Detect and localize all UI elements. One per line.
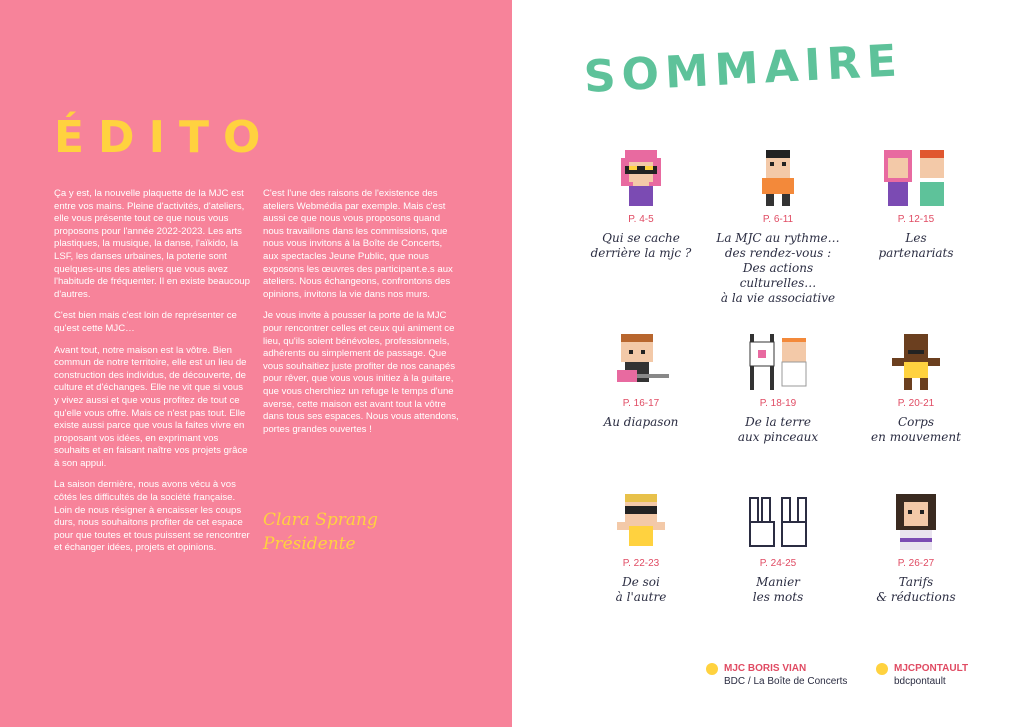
pixel-woman-icon	[884, 490, 948, 554]
entry-label: Au diapason	[603, 415, 679, 429]
entry-page: P. 4-5	[628, 214, 654, 225]
pixel-character-glasses-icon	[609, 146, 673, 210]
entry-label: La MJC au rythme… des rendez-vous : Des actions culturelles… à la vie associative	[716, 231, 840, 305]
pixel-guitarist-icon	[609, 330, 673, 394]
edito-column-2	[263, 188, 459, 445]
entry-page: P. 20-21	[897, 398, 935, 409]
entry-page: P. 26-27	[897, 558, 935, 569]
edito-paragraph: Ça y est, la nouvelle plaquette de la MJC est entre vos mains. Pleine d'activités, d'ateliers, elle vous présente tout ce que nous vous proposons pour l'année 2022-2023. Les arts plastiques, la musique, la danse, l'aïkido, la LSF, les danses urbaines, la poterie sont quelques-uns des ateliers que vous avez l'habitude de fréquenter. Il en existe beaucoup d'autres.	[54, 188, 250, 300]
edito-paragraph: C'est l'une des raisons de l'existence des ateliers Webmédia par exemple. Mais c'est aussi ce que nous vous proposons quand nous travaillons dans les commissions, que nous vous invitons à la Boîte de Concerts, aux spectacles Jeune Public, que nous exposons les œuvres des participant.e.s aux ateliers. Nous échangeons, confrontons des opinions, invitons la vie dans nos murs.	[263, 188, 453, 300]
pixel-dancer-icon	[884, 330, 948, 394]
entry-page: P. 12-15	[897, 214, 935, 225]
entry-label: Les partenariats	[878, 231, 954, 260]
sommaire-entry[interactable]	[566, 490, 716, 605]
facebook-contact	[724, 662, 847, 688]
pixel-couple-icon	[884, 146, 948, 210]
sommaire-entry[interactable]	[703, 490, 853, 605]
entry-page: P. 24-25	[759, 558, 797, 569]
pixel-painter-easel-icon	[746, 330, 810, 394]
entry-label: Manier les mots	[752, 575, 804, 604]
entry-page: P. 22-23	[622, 558, 660, 569]
entry-page: P. 18-19	[759, 398, 797, 409]
edito-paragraph: Je vous invite à pousser la porte de la MJC pour rencontrer celles et ceux qui animent ce lieu, qu'ils soient bénévoles, professionnels, adhérents ou simplement de passage. Que vous souhaitiez juste profiter de nos canapés pour rêver, que vous vous initiez à la guitare, que vous cherchiez un refuge le temps d'une averse, cette maison est avant tout la vôtre dans tous ses espaces. Nous vous attendons, portes grandes ouvertes !	[263, 310, 459, 435]
entry-label: Tarifs & réductions	[876, 575, 956, 604]
entry-label: Corps en mouvement	[871, 415, 961, 444]
entry-label: De la terre aux pinceaux	[737, 415, 819, 444]
facebook-sub: BDC / La Boîte de Concerts	[724, 676, 848, 687]
sommaire-entry[interactable]	[703, 146, 853, 306]
sommaire-page	[512, 0, 1024, 727]
entry-page: P. 6-11	[762, 214, 794, 225]
edito-paragraph: C'est bien mais c'est loin de représenter ce qu'est cette MJC…	[54, 310, 237, 334]
sommaire-entry[interactable]	[841, 490, 991, 605]
facebook-name: MJC BORIS VIAN	[724, 663, 807, 674]
sommaire-entry[interactable]	[703, 330, 853, 445]
sommaire-entry[interactable]	[841, 330, 991, 445]
sommaire-entry[interactable]	[566, 146, 716, 261]
facebook-icon[interactable]	[706, 663, 718, 675]
edito-column-1	[54, 188, 250, 564]
signature	[263, 508, 378, 556]
edito-paragraph: Avant tout, notre maison est la vôtre. Bien commun de notre territoire, elle est un lieu de construction des individus, de découverte, de culture et d'échanges. Elle ne vit que si vous y vivez aussi et que vous profitez de tout ce qu'elle vous offre. Mais ce n'est pas tout. Elle existe aussi parce que vous la faites vivre en proposant vos idées, en exprimant vos souhaits et en faisant naître vos projets grâce à son appui.	[54, 344, 248, 469]
entry-page: P. 16-17	[622, 398, 660, 409]
pixel-character-boy-icon	[746, 146, 810, 210]
sommaire-entry[interactable]	[841, 146, 991, 261]
signature-role: Présidente	[263, 534, 356, 554]
edito-paragraph: La saison dernière, nous avons vécu à vos côtés les difficultés de la société française. Loin de nous résigner à encaisser les coups durs, nous souhaitons profiter de cet espace pour que toutes et tous puissent se rencontrer et échanger idées, projets et opinions.	[54, 479, 250, 554]
instagram-sub: bdcpontault	[894, 676, 946, 687]
instagram-contact	[894, 662, 968, 688]
entry-label: Qui se cache derrière la mjc ?	[590, 231, 692, 260]
signature-name: Clara Sprang	[263, 510, 378, 530]
pixel-sunglasses-guy-icon	[609, 490, 673, 554]
pixel-hand-signs-icon	[746, 490, 810, 554]
sommaire-title: SOMMAIRE	[582, 35, 904, 103]
edito-title: ÉDITO	[54, 112, 275, 163]
instagram-icon[interactable]	[876, 663, 888, 675]
entry-label: De soi à l'autre	[615, 575, 667, 604]
instagram-name: MJCPONTAULT	[894, 663, 969, 674]
sommaire-entry[interactable]	[566, 330, 716, 430]
